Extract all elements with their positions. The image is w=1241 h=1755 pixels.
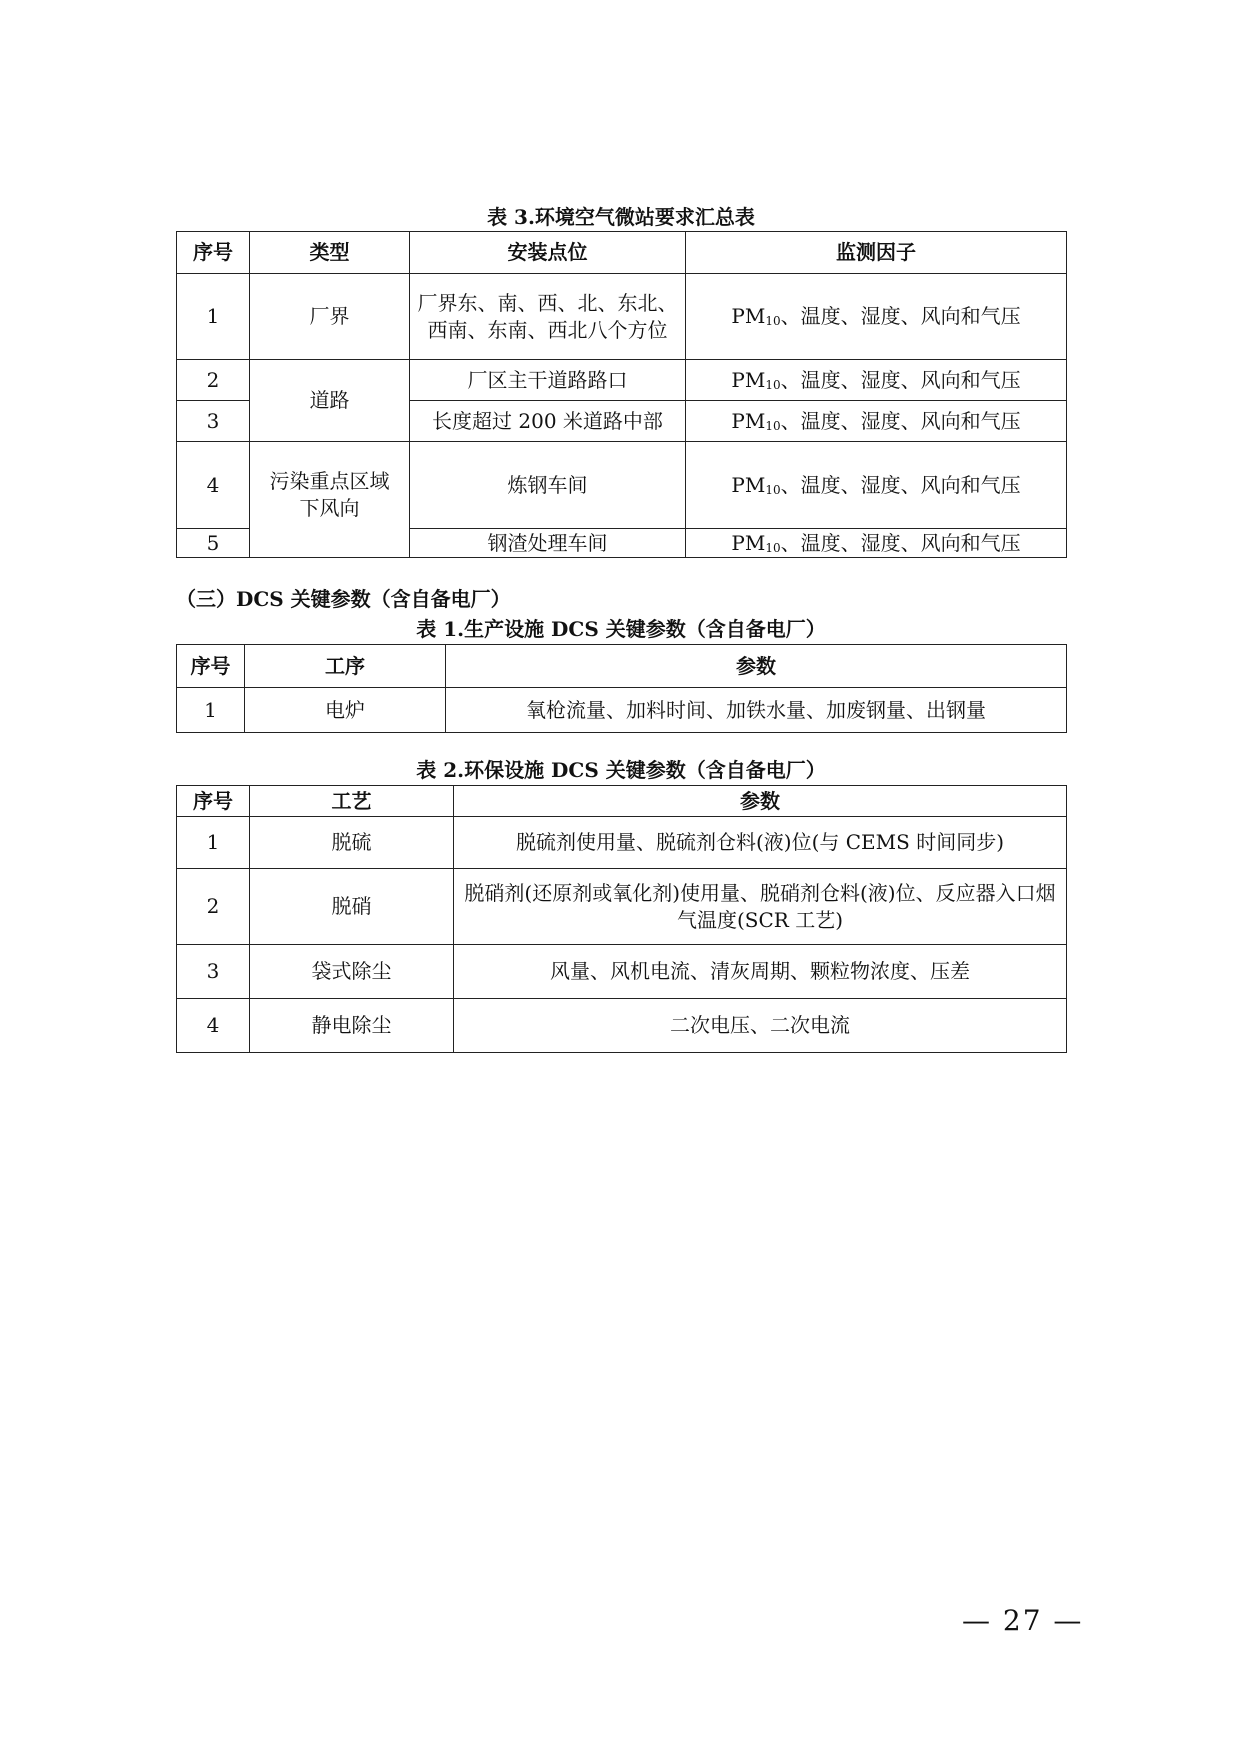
row-type: 道路 (250, 360, 410, 442)
row-no: 4 (177, 442, 250, 529)
row-process: 脱硝 (250, 869, 454, 945)
table-row (177, 817, 1067, 869)
row-factor: $PM_{10}$、温度、湿度、风向和气压 (686, 529, 1067, 558)
row-factor: $PM_{10}$、温度、湿度、风向和气压 (686, 401, 1067, 442)
dcs-table1-caption: 表 1.生产设施 DCS 关键参数（含自备电厂） (416, 617, 826, 641)
row-no: 2 (177, 869, 250, 945)
row-no: 1 (177, 817, 250, 869)
header-factor: 监测因子 (686, 232, 1067, 274)
table-row (177, 945, 1067, 999)
row-location: 厂区主干道路路口 (410, 360, 686, 401)
header-process: 工艺 (250, 786, 454, 817)
row-location: 厂界东、南、西、北、东北、西南、东南、西北八个方位 (410, 274, 686, 360)
table-row (177, 688, 1067, 733)
section-heading: （三）DCS 关键参数（含自备电厂） (176, 587, 511, 611)
row-params: 二次电压、二次电流 (454, 999, 1067, 1053)
table-row (177, 999, 1067, 1053)
row-process: 静电除尘 (250, 999, 454, 1053)
table-header-row (177, 786, 1067, 817)
table-header-row (177, 645, 1067, 688)
header-location: 安装点位 (410, 232, 686, 274)
page-number: — 27 — (962, 1604, 1084, 1637)
row-no: 1 (177, 688, 245, 733)
header-type: 类型 (250, 232, 410, 274)
row-params: 氧枪流量、加料时间、加铁水量、加废钢量、出钢量 (446, 688, 1067, 733)
table-row (177, 274, 1067, 360)
header-no: 序号 (177, 232, 250, 274)
row-no: 3 (177, 401, 250, 442)
environmental-dcs-table (176, 785, 1067, 1053)
air-station-table (176, 231, 1067, 558)
table-header-row (177, 232, 1067, 274)
row-params: 风量、风机电流、清灰周期、颗粒物浓度、压差 (454, 945, 1067, 999)
row-no: 5 (177, 529, 250, 558)
row-no: 2 (177, 360, 250, 401)
row-process: 袋式除尘 (250, 945, 454, 999)
table-row (177, 360, 1067, 401)
row-process: 脱硫 (250, 817, 454, 869)
row-type: 厂界 (250, 274, 410, 360)
header-process: 工序 (245, 645, 446, 688)
row-params: 脱硫剂使用量、脱硫剂仓料(液)位(与 CEMS 时间同步) (454, 817, 1067, 869)
row-factor: $PM_{10}$、温度、湿度、风向和气压 (686, 360, 1067, 401)
header-params: 参数 (446, 645, 1067, 688)
header-no: 序号 (177, 786, 250, 817)
dcs-table2-caption: 表 2.环保设施 DCS 关键参数（含自备电厂） (416, 758, 826, 782)
table-row (177, 442, 1067, 529)
table3-caption: 表 3.环境空气微站要求汇总表 (487, 205, 755, 229)
header-no: 序号 (177, 645, 245, 688)
row-factor: $PM_{10}$、温度、湿度、风向和气压 (686, 442, 1067, 529)
row-params: 脱硝剂(还原剂或氧化剂)使用量、脱硝剂仓料(液)位、反应器入口烟气温度(SCR 工艺) (454, 869, 1067, 945)
row-location: 钢渣处理车间 (410, 529, 686, 558)
row-location: 长度超过 200 米道路中部 (410, 401, 686, 442)
row-location: 炼钢车间 (410, 442, 686, 529)
row-type: 污染重点区域下风向 (250, 442, 410, 558)
table-row (177, 869, 1067, 945)
row-no: 4 (177, 999, 250, 1053)
row-factor: $PM_{10}$、温度、湿度、风向和气压 (686, 274, 1067, 360)
row-process: 电炉 (245, 688, 446, 733)
production-dcs-table (176, 644, 1067, 733)
row-no: 3 (177, 945, 250, 999)
row-no: 1 (177, 274, 250, 360)
header-params: 参数 (454, 786, 1067, 817)
